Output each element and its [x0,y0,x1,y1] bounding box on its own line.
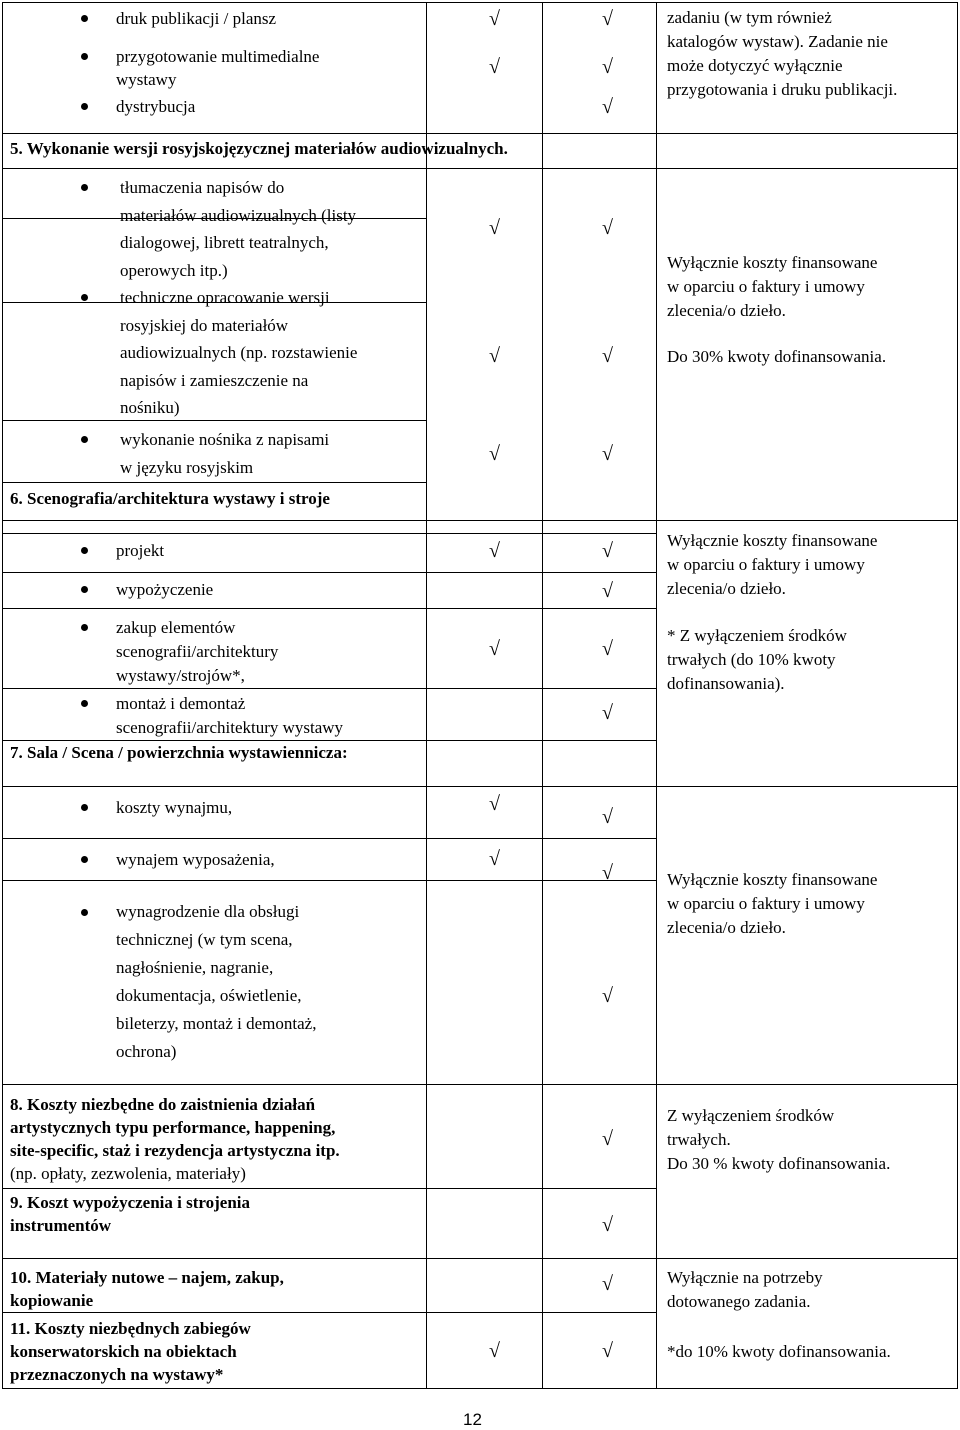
section-heading: 7. Sala / Scena / powierzchnia wystawiennicza: [10,743,348,762]
check-mark: √ [602,1340,613,1362]
section-heading-cont: konserwatorskich na obiektach [10,1342,237,1361]
check-mark: √ [602,345,613,367]
row-line [2,133,958,134]
list-item-cont: nagłośnienie, nagranie, [116,958,274,977]
list-item-cont: audiowizualnych (np. rozstawienie [120,343,358,362]
check-mark: √ [602,8,613,30]
list-item: wynajem wyposażenia, [116,850,275,869]
row-line [2,838,656,839]
note-line: Wyłącznie koszty finansowane [667,253,878,272]
note-line: Wyłącznie na potrzeby [667,1268,823,1287]
bullet-icon [81,436,88,443]
check-mark: √ [602,985,613,1007]
bullet-icon [81,15,88,22]
list-item-cont: scenografii/architektury wystawy [116,718,344,737]
check-mark: √ [602,638,613,660]
note-line: Wyłącznie koszty finansowane [667,870,878,889]
check-mark: √ [489,345,500,367]
list-item: druk publikacji / plansz [116,9,277,28]
note-line: może dotyczyć wyłącznie [667,56,843,75]
note-line: zlecenia/o dzieło. [667,301,786,320]
check-mark: √ [489,1340,500,1362]
note-line: zlecenia/o dzieło. [667,918,786,937]
row-line [2,533,656,534]
row-line [2,2,958,3]
section-heading: 6. Scenografia/architektura wystawy i stroje [10,489,330,508]
check-mark: √ [602,1214,613,1236]
section-heading: 5. Wykonanie wersji rosyjskojęzycznej materiałów audiowizualnych. [10,139,508,158]
list-item: wynagrodzenie dla obsługi [116,902,300,921]
list-item: wypożyczenie [116,580,214,599]
bullet-icon [81,909,88,916]
column-divider-1 [426,2,427,1388]
list-item-cont: materiałów audiowizualnych (listy [120,206,357,225]
note-line: Do 30 % kwoty dofinansowania. [667,1154,891,1173]
row-line [2,572,656,573]
row-line [2,880,656,881]
check-mark: √ [602,580,613,602]
note-line: trwałych (do 10% kwoty [667,650,836,669]
section-heading-cont: instrumentów [10,1216,112,1235]
section-heading-cont: artystycznych typu performance, happening, [10,1118,336,1137]
section-heading: 9. Koszt wypożyczenia i strojenia [10,1193,251,1212]
note-line: * Z wyłączeniem środków [667,626,847,645]
column-divider-3 [656,2,657,1388]
section-heading-cont: kopiowanie [10,1291,94,1310]
list-item: projekt [116,541,165,560]
note-line: przygotowania i druku publikacji. [667,80,898,99]
list-item-cont: scenografii/architektury [116,642,279,661]
check-mark: √ [489,793,500,815]
check-mark: √ [602,862,613,884]
bullet-icon [81,586,88,593]
check-mark: √ [602,1273,613,1295]
bullet-icon [81,53,88,60]
column-divider-2 [542,2,543,1388]
row-line [2,786,958,787]
bullet-icon [81,700,88,707]
row-line [2,168,958,169]
row-line [2,520,958,521]
bullet-icon [81,804,88,811]
row-line [2,482,426,483]
list-item-cont: operowych itp.) [120,261,228,280]
bullet-icon [81,294,88,301]
list-item-cont: technicznej (w tym scena, [116,930,293,949]
check-mark: √ [602,56,613,78]
list-item-cont: dokumentacja, oświetlenie, [116,986,302,1005]
list-item: koszty wynajmu, [116,798,233,817]
check-mark: √ [602,1128,613,1150]
check-mark: √ [602,443,613,465]
row-line [2,1312,656,1313]
note-line: trwałych. [667,1130,731,1149]
list-item: wykonanie nośnika z napisami [120,430,330,449]
check-mark: √ [602,96,613,118]
list-item-cont: w języku rosyjskim [120,458,254,477]
bullet-icon [81,856,88,863]
row-line [2,1388,958,1389]
list-item-cont: dialogowej, librett teatralnych, [120,233,329,252]
table-border-left [2,2,3,1388]
list-item-cont: nośniku) [120,398,180,417]
check-mark: √ [489,8,500,30]
list-item-cont: wystawy/strojów*, [116,666,245,685]
list-item-cont: rosyjskiej do materiałów [120,316,289,335]
list-item-cont: bileterzy, montaż i demontaż, [116,1014,317,1033]
note-line: w oparciu o faktury i umowy [667,894,865,913]
check-mark: √ [602,217,613,239]
table-border-right [957,2,958,1388]
section-heading-cont: przeznaczonych na wystawy* [10,1365,224,1384]
list-item-cont: napisów i zamieszczenie na [120,371,309,390]
list-item-cont: ochrona) [116,1042,177,1061]
section-heading-cont: site-specific, staż i rezydencja artystyczna itp. [10,1141,340,1160]
note-line: dofinansowania). [667,674,785,693]
note-line: w oparciu o faktury i umowy [667,555,865,574]
row-line [2,688,656,689]
section-subtext: (np. opłaty, zezwolenia, materiały) [10,1164,246,1183]
page-number: 12 [463,1410,482,1429]
list-item: dystrybucja [116,97,196,116]
list-item: techniczne opracowanie wersji [120,288,330,307]
row-line [2,608,656,609]
bullet-icon [81,103,88,110]
row-line [2,1258,958,1259]
list-item-cont: wystawy [116,70,177,89]
note-line: katalogów wystaw). Zadanie nie [667,32,888,51]
list-item: przygotowanie multimedialne [116,47,320,66]
list-item: montaż i demontaż [116,694,246,713]
note-line: zadaniu (w tym również [667,8,832,27]
note-line: Z wyłączeniem środków [667,1106,835,1125]
bullet-icon [81,624,88,631]
list-item: zakup elementów [116,618,236,637]
section-heading: 11. Koszty niezbędnych zabiegów [10,1319,251,1338]
check-mark: √ [602,540,613,562]
bullet-icon [81,184,88,191]
check-mark: √ [489,217,500,239]
note-line: *do 10% kwoty dofinansowania. [667,1342,891,1361]
check-mark: √ [489,848,500,870]
check-mark: √ [489,443,500,465]
list-item: tłumaczenia napisów do [120,178,285,197]
row-line [2,420,426,421]
bullet-icon [81,547,88,554]
note-line: Wyłącznie koszty finansowane [667,531,878,550]
note-line: Do 30% kwoty dofinansowania. [667,347,887,366]
note-line: zlecenia/o dzieło. [667,579,786,598]
check-mark: √ [489,56,500,78]
note-line: dotowanego zadania. [667,1292,811,1311]
check-mark: √ [602,806,613,828]
note-line: w oparciu o faktury i umowy [667,277,865,296]
row-line [2,1188,656,1189]
section-heading: 10. Materiały nutowe – najem, zakup, [10,1268,284,1287]
check-mark: √ [602,702,613,724]
section-heading: 8. Koszty niezbędne do zaistnienia działań [10,1095,316,1114]
check-mark: √ [489,540,500,562]
row-line [2,1084,958,1085]
check-mark: √ [489,638,500,660]
